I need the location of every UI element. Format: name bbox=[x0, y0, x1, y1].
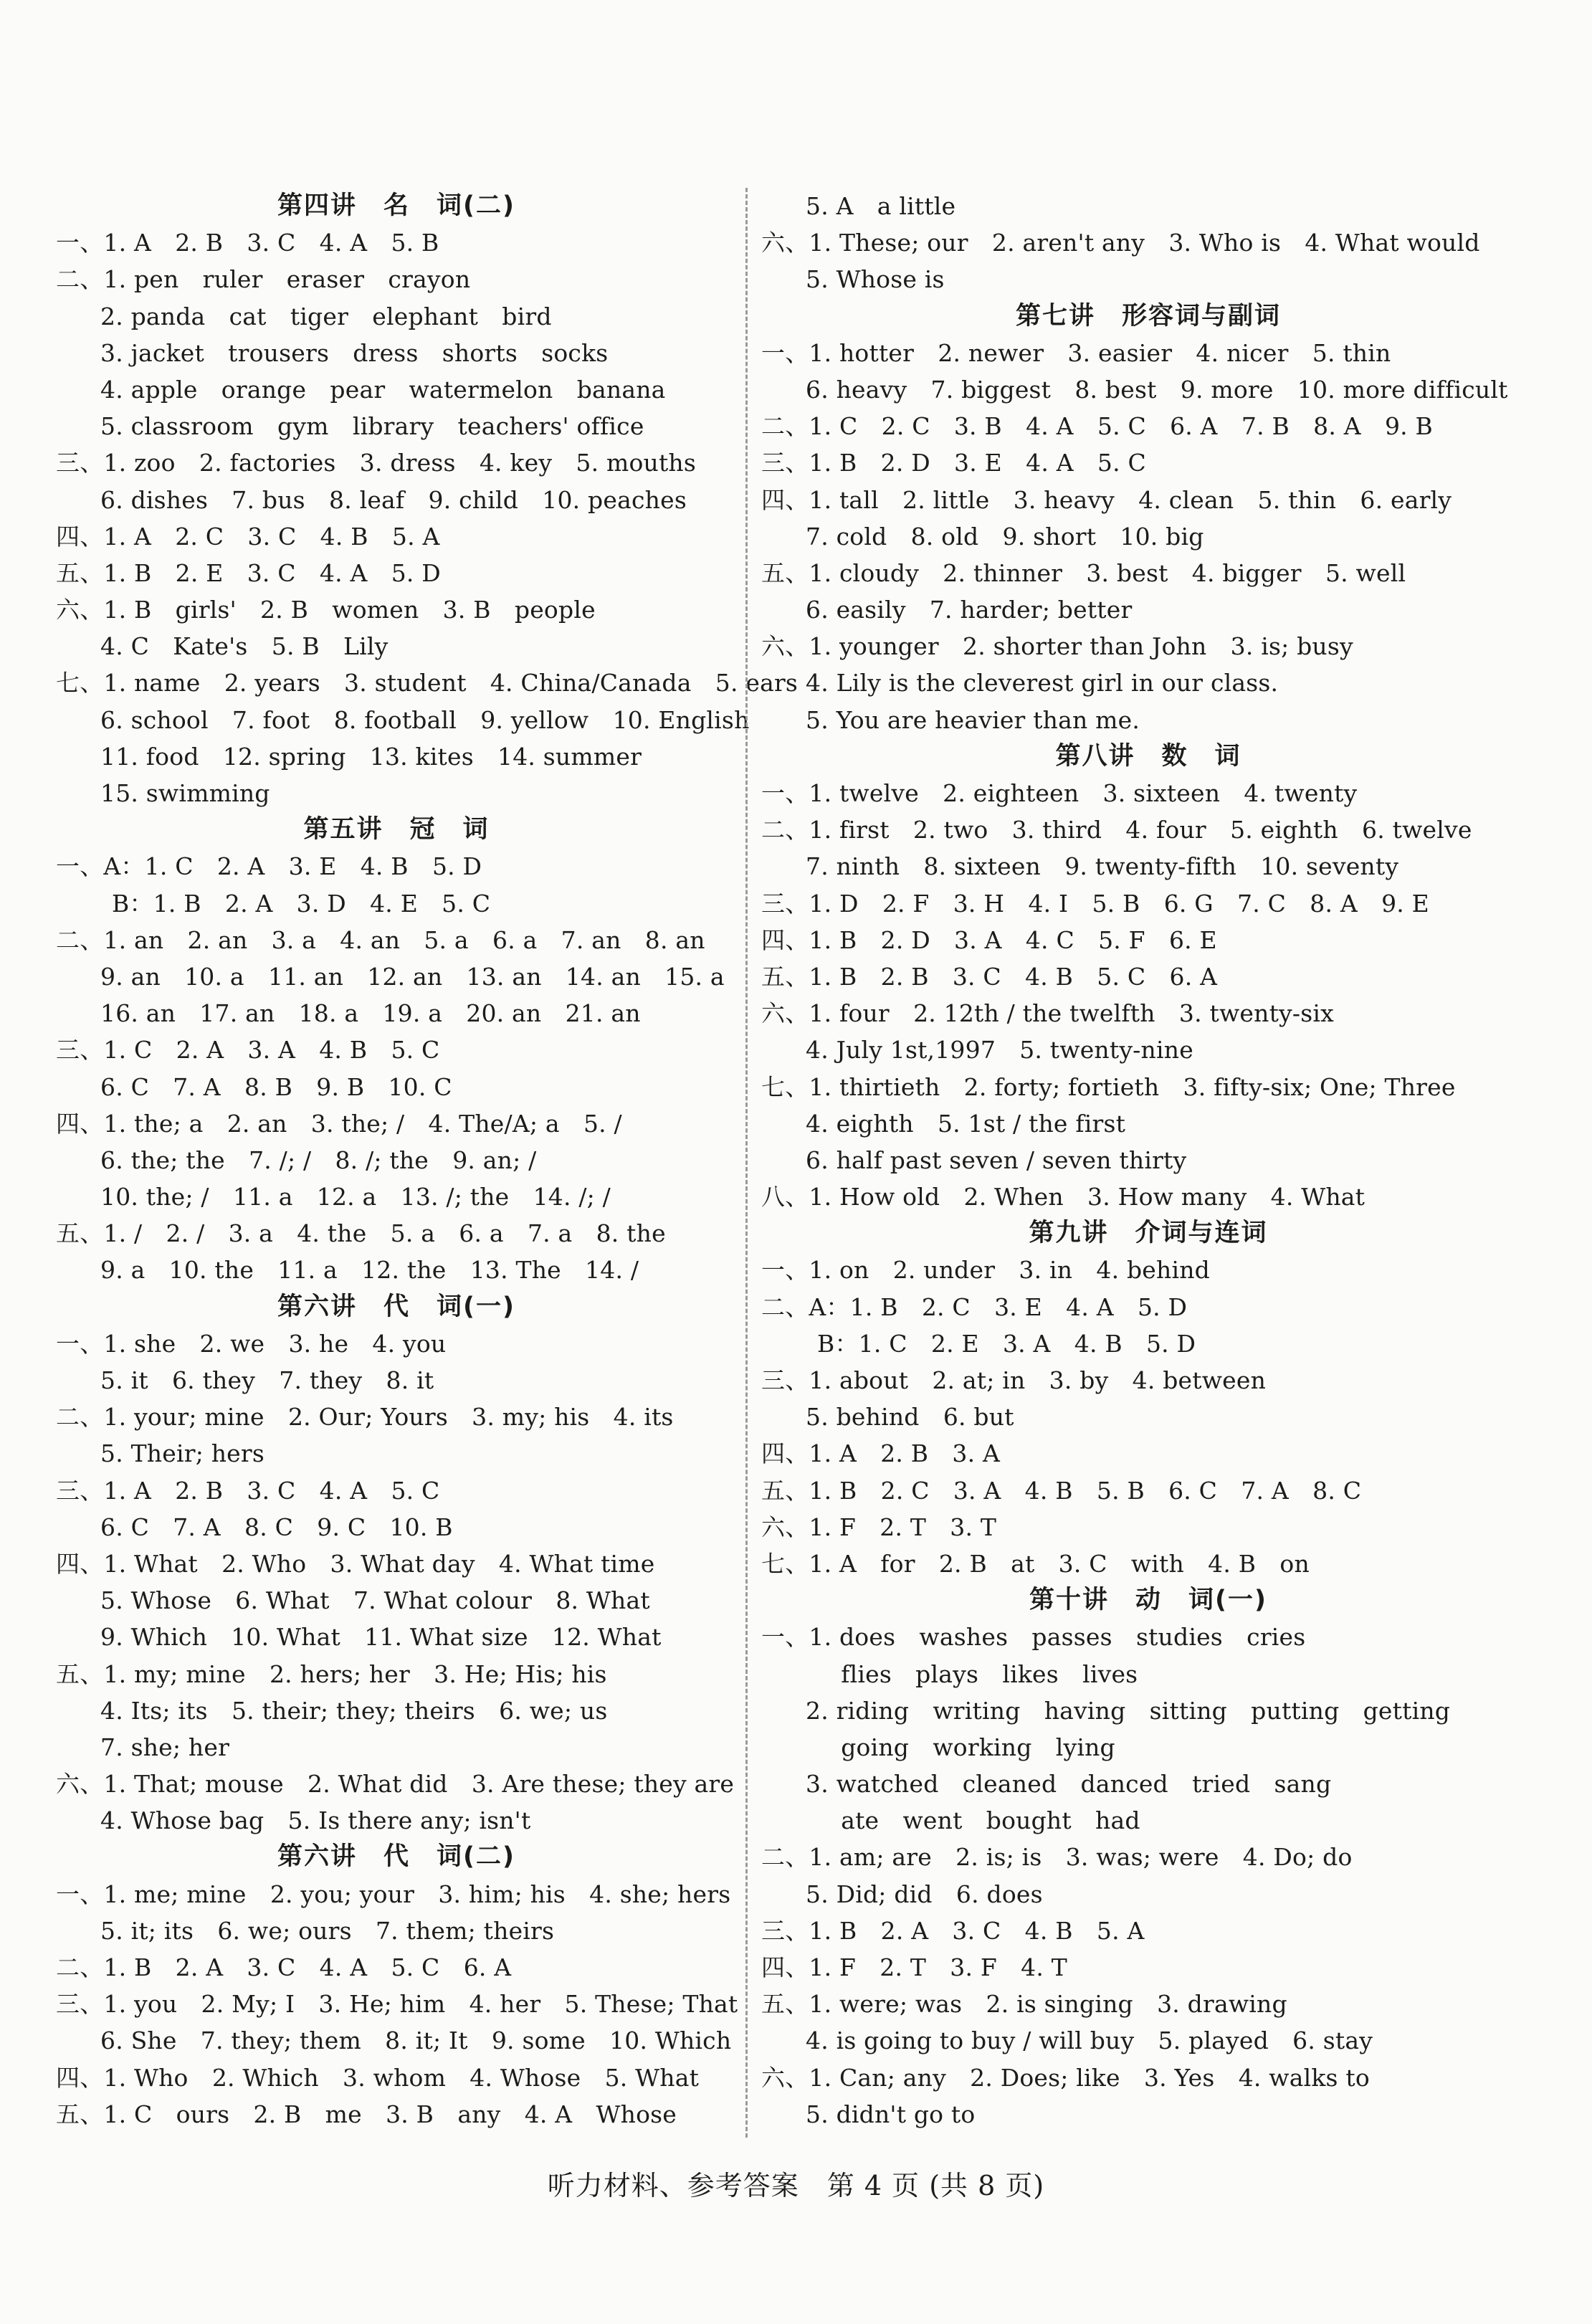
answer-line: 五、1. B 2. E 3. C 4. A 5. D bbox=[56, 558, 441, 587]
answer-line: flies plays likes lives bbox=[817, 1659, 1138, 1688]
section-heading: 第六讲 代 词(一) bbox=[277, 1292, 515, 1321]
answer-line: 六、1. Can; any 2. Does; like 3. Yes 4. walks to bbox=[761, 2063, 1370, 2092]
answer-line: 2. riding writing having sitting putting getting bbox=[806, 1696, 1451, 1725]
answer-line: 9. a 10. the 11. a 12. the 13. The 14. / bbox=[100, 1256, 639, 1285]
answer-line: 四、1. Who 2. Which 3. whom 4. Whose 5. What bbox=[56, 2063, 700, 2092]
answer-line: 一、1. on 2. under 3. in 4. behind bbox=[761, 1256, 1211, 1285]
answer-line: 10. the; / 11. a 12. a 13. /; the 14. /; / bbox=[100, 1183, 611, 1211]
answer-line: 5. it 6. they 7. they 8. it bbox=[100, 1366, 434, 1394]
answer-line: 5. Whose 6. What 7. What colour 8. What bbox=[100, 1586, 650, 1615]
answer-line: 4. July 1st,1997 5. twenty-nine bbox=[806, 1036, 1193, 1065]
answer-line: 7. cold 8. old 9. short 10. big bbox=[806, 522, 1204, 551]
answer-line: 9. an 10. a 11. an 12. an 13. an 14. an 15. a bbox=[100, 962, 725, 991]
answer-line: 二、1. first 2. two 3. third 4. four 5. eighth 6. twelve bbox=[761, 816, 1472, 844]
answer-line: 二、1. pen ruler eraser crayon bbox=[56, 265, 471, 294]
answer-line: 四、1. tall 2. little 3. heavy 4. clean 5. thin 6. early bbox=[761, 485, 1452, 514]
answer-line: 四、1. A 2. B 3. A bbox=[761, 1439, 1001, 1468]
answer-line: 四、1. B 2. D 3. A 4. C 5. F 6. E bbox=[761, 925, 1217, 954]
answer-line: 二、1. your; mine 2. Our; Yours 3. my; his 4. its bbox=[56, 1403, 674, 1432]
answer-line: 三、1. A 2. B 3. C 4. A 5. C bbox=[56, 1476, 440, 1505]
answer-line: 二、1. C 2. C 3. B 4. A 5. C 6. A 7. B 8. A 9. B bbox=[761, 412, 1433, 441]
answer-line: 6. half past seven / seven thirty bbox=[806, 1146, 1187, 1174]
answer-line: 八、1. How old 2. When 3. How many 4. What bbox=[761, 1183, 1365, 1211]
answer-line: 5. Whose is bbox=[806, 265, 945, 294]
answer-line: 一、1. A 2. B 3. C 4. A 5. B bbox=[56, 229, 439, 257]
answer-line: 五、1. cloudy 2. thinner 3. best 4. bigger 5. well bbox=[761, 558, 1406, 587]
answer-line: 一、1. does washes passes studies cries bbox=[761, 1623, 1306, 1652]
answer-line: 5. Did; did 6. does bbox=[806, 1880, 1043, 1908]
answer-line: 五、1. were; was 2. is singing 3. drawing bbox=[761, 1990, 1287, 2019]
section-heading: 第七讲 形容词与副词 bbox=[1015, 301, 1281, 330]
answer-line: 七、1. thirtieth 2. forty; fortieth 3. fifty-six; One; Three bbox=[761, 1072, 1456, 1101]
answer-line: 6. C 7. A 8. B 9. B 10. C bbox=[100, 1072, 452, 1101]
answer-line: 4. C Kate's 5. B Lily bbox=[100, 632, 389, 661]
answer-line: 11. food 12. spring 13. kites 14. summer bbox=[100, 742, 642, 771]
answer-line: 五、1. my; mine 2. hers; her 3. He; His; his bbox=[56, 1659, 607, 1688]
answer-line: 5. A a little bbox=[806, 192, 956, 220]
answer-line: B：1. B 2. A 3. D 4. E 5. C bbox=[112, 889, 491, 918]
answer-line: 六、1. younger 2. shorter than John 3. is; busy bbox=[761, 632, 1353, 661]
answer-line: 6. heavy 7. biggest 8. best 9. more 10. more difficult bbox=[806, 375, 1508, 404]
answer-line: 五、1. C ours 2. B me 3. B any 4. A Whose bbox=[56, 2100, 677, 2128]
section-heading: 第五讲 冠 词 bbox=[303, 815, 490, 844]
answer-line: 6. the; the 7. /; / 8. /; the 9. an; / bbox=[100, 1146, 537, 1174]
section-heading: 第四讲 名 词(二) bbox=[277, 191, 515, 220]
answer-line: 5. behind 6. but bbox=[806, 1403, 1014, 1432]
answer-line: 六、1. F 2. T 3. T bbox=[761, 1513, 997, 1541]
answer-line: 5. it; its 6. we; ours 7. them; theirs bbox=[100, 1916, 555, 1945]
answer-line: 五、1. / 2. / 3. a 4. the 5. a 6. a 7. a 8. the bbox=[56, 1219, 666, 1248]
answer-line: 16. an 17. an 18. a 19. a 20. an 21. an bbox=[100, 999, 641, 1028]
answer-line: 三、1. you 2. My; I 3. He; him 4. her 5. These; That bbox=[56, 1990, 738, 2019]
answer-line: 二、1. an 2. an 3. a 4. an 5. a 6. a 7. an 8. an bbox=[56, 925, 705, 954]
answer-line: going working lying bbox=[817, 1733, 1115, 1761]
answer-line: 三、1. D 2. F 3. H 4. I 5. B 6. G 7. C 8. A 9. E bbox=[761, 889, 1429, 918]
answer-line: 5. didn't go to bbox=[806, 2100, 976, 2128]
answer-line: 六、1. B girls' 2. B women 3. B people bbox=[56, 596, 596, 624]
section-heading: 第十讲 动 词(一) bbox=[1029, 1586, 1267, 1615]
answer-line: 7. ninth 8. sixteen 9. twenty-fifth 10. seventy bbox=[806, 852, 1399, 881]
answer-line: 五、1. B 2. C 3. A 4. B 5. B 6. C 7. A 8. C bbox=[761, 1476, 1362, 1505]
left-column bbox=[56, 188, 799, 2133]
answer-line: ate went bought had bbox=[817, 1806, 1140, 1835]
answer-line: 6. easily 7. harder; better bbox=[806, 596, 1133, 624]
answer-line: 六、1. That; mouse 2. What did 3. Are these; they are bbox=[56, 1770, 735, 1799]
answer-line: 5. classroom gym library teachers' office bbox=[100, 412, 644, 441]
answer-line: 4. Lily is the cleverest girl in our class. bbox=[806, 669, 1279, 697]
answer-line: 四、1. F 2. T 3. F 4. T bbox=[761, 1953, 1067, 1981]
answer-line: 4. Whose bag 5. Is there any; isn't bbox=[100, 1806, 531, 1835]
answer-line: 7. she; her bbox=[100, 1733, 230, 1761]
right-column bbox=[761, 188, 1535, 2133]
answer-line: 5. Their; hers bbox=[100, 1439, 264, 1468]
answer-line: 9. Which 10. What 11. What size 12. What bbox=[100, 1623, 662, 1652]
answer-line: 一、1. she 2. we 3. he 4. you bbox=[56, 1329, 447, 1358]
section-heading: 第六讲 代 词(二) bbox=[277, 1842, 515, 1872]
page-footer: 听力材料、参考答案 第 4 页 (共 8 页) bbox=[547, 2170, 1045, 2201]
answer-line: 四、1. the; a 2. an 3. the; / 4. The/A; a 5. / bbox=[56, 1109, 622, 1138]
answer-line: 4. eighth 5. 1st / the first bbox=[806, 1109, 1126, 1138]
answer-line: 二、1. am; are 2. is; is 3. was; were 4. Do; do bbox=[761, 1843, 1353, 1872]
answer-line: 6. dishes 7. bus 8. leaf 9. child 10. peaches bbox=[100, 485, 687, 514]
answer-line: 3. watched cleaned danced tried sang bbox=[806, 1770, 1332, 1799]
answer-line: 6. C 7. A 8. C 9. C 10. B bbox=[100, 1513, 453, 1541]
section-heading: 第八讲 数 词 bbox=[1055, 741, 1241, 771]
answer-line: 一、1. twelve 2. eighteen 3. sixteen 4. twenty bbox=[761, 779, 1358, 807]
answer-line: 六、1. four 2. 12th / the twelfth 3. twenty-six bbox=[761, 999, 1334, 1028]
answer-line: 6. school 7. foot 8. football 9. yellow 10. English bbox=[100, 705, 750, 734]
answer-line: 4. is going to buy / will buy 5. played 6. stay bbox=[806, 2027, 1373, 2055]
answer-line: 三、1. B 2. D 3. E 4. A 5. C bbox=[761, 449, 1146, 477]
answer-line: 二、1. B 2. A 3. C 4. A 5. C 6. A bbox=[56, 1953, 512, 1981]
answer-line: 一、1. hotter 2. newer 3. easier 4. nicer 5. thin bbox=[761, 338, 1391, 367]
answer-line: 三、1. C 2. A 3. A 4. B 5. C bbox=[56, 1036, 440, 1065]
answer-line: 3. jacket trousers dress shorts socks bbox=[100, 338, 609, 367]
answer-line: 四、1. What 2. Who 3. What day 4. What time bbox=[56, 1549, 655, 1578]
answer-line: 6. She 7. they; them 8. it; It 9. some 10. Which bbox=[100, 2027, 732, 2055]
answer-line: 三、1. B 2. A 3. C 4. B 5. A bbox=[761, 1916, 1145, 1945]
answer-line: 三、1. about 2. at; in 3. by 4. between bbox=[761, 1366, 1267, 1394]
answer-line: 15. swimming bbox=[100, 779, 270, 807]
answer-line: 四、1. A 2. C 3. C 4. B 5. A bbox=[56, 522, 440, 551]
answer-line: 三、1. zoo 2. factories 3. dress 4. key 5. mouths bbox=[56, 449, 697, 477]
answer-line: 二、A：1. B 2. C 3. E 4. A 5. D bbox=[761, 1292, 1188, 1321]
answer-line: 一、1. me; mine 2. you; your 3. him; his 4. she; hers bbox=[56, 1880, 731, 1908]
answer-line: 五、1. B 2. B 3. C 4. B 5. C 6. A bbox=[761, 962, 1218, 991]
answer-line: 4. apple orange pear watermelon banana bbox=[100, 375, 666, 404]
column-divider bbox=[745, 188, 749, 2138]
answer-line: B：1. C 2. E 3. A 4. B 5. D bbox=[817, 1329, 1196, 1358]
section-heading: 第九讲 介词与连词 bbox=[1029, 1219, 1268, 1248]
answer-line: 七、1. A for 2. B at 3. C with 4. B on bbox=[761, 1549, 1310, 1578]
answer-line: 4. Its; its 5. their; they; theirs 6. we; us bbox=[100, 1696, 608, 1725]
answer-line: 一、A：1. C 2. A 3. E 4. B 5. D bbox=[56, 852, 482, 881]
answer-line: 5. You are heavier than me. bbox=[806, 705, 1140, 734]
answer-line: 七、1. name 2. years 3. student 4. China/Canada 5. ears bbox=[56, 669, 799, 697]
answer-line: 2. panda cat tiger elephant bird bbox=[100, 302, 552, 330]
answer-line: 六、1. These; our 2. aren't any 3. Who is 4. What would bbox=[761, 229, 1480, 257]
